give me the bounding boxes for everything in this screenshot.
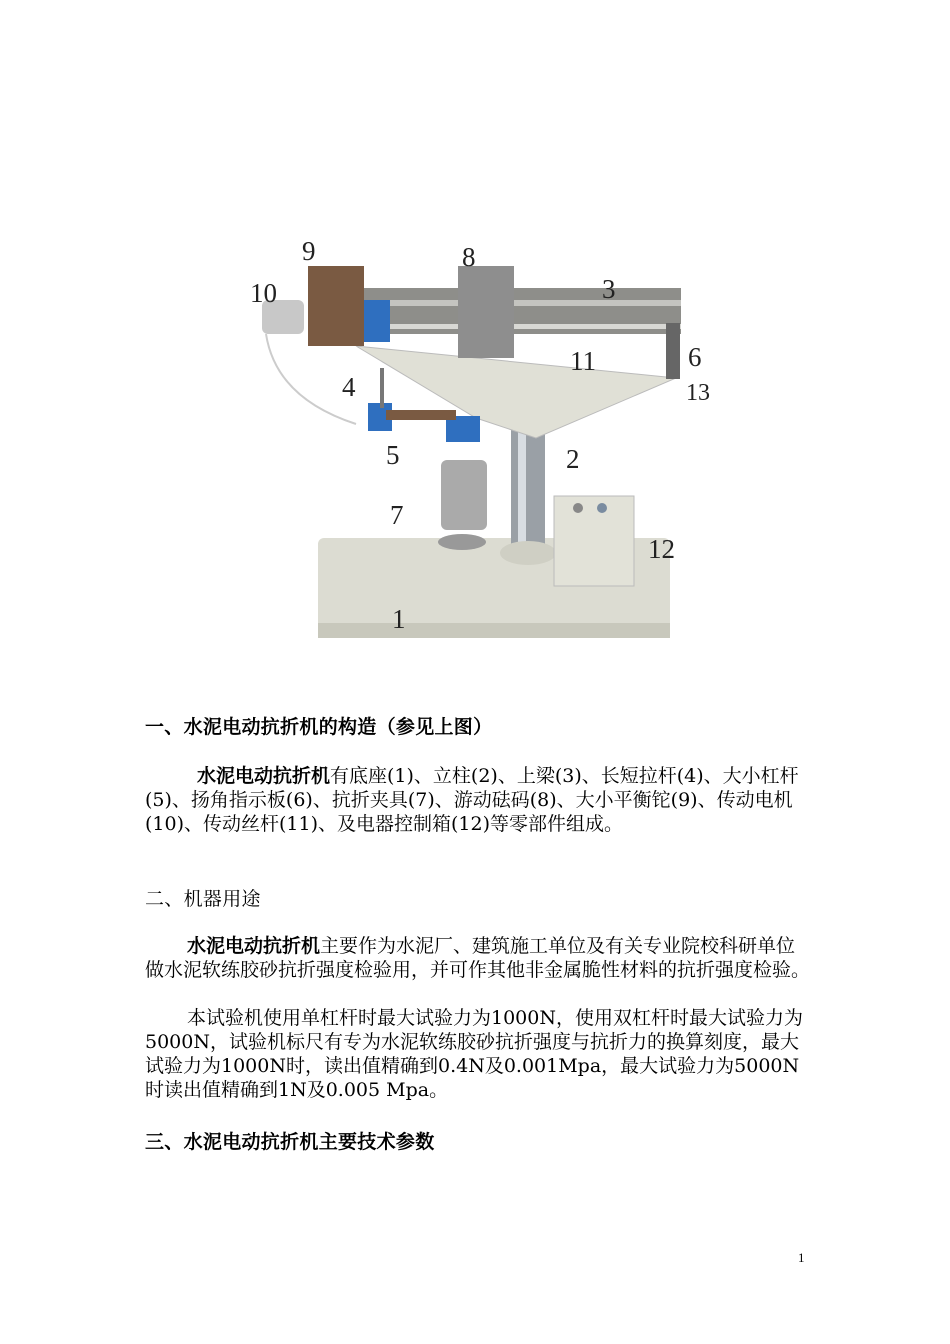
callout-9: 9 xyxy=(302,236,316,266)
callout-4: 4 xyxy=(342,372,356,402)
section-1-text: 有底座(1)、立柱(2)、上梁(3)、长短拉杆(4)、大小杠杆(5)、扬角指示板(6)、抗折夹具(7)、游动砝码(8)、大小平衡铊(9)、传动电机(10)、传动丝杆(11)、及电器控制箱(12)等零部件组成。 xyxy=(145,765,799,835)
callout-3: 3 xyxy=(602,274,616,304)
control-box xyxy=(554,496,634,586)
callout-7: 7 xyxy=(390,500,404,530)
callout-2: 2 xyxy=(566,444,580,474)
section-1-heading: 一、水泥电动抗折机的构造（参见上图） xyxy=(145,716,493,738)
section-2-term: 水泥电动抗折机 xyxy=(187,935,321,957)
support-arm xyxy=(356,346,676,438)
clamp xyxy=(441,460,487,530)
blue-coupling xyxy=(364,300,390,342)
section-2-heading: 二、机器用途 xyxy=(145,888,261,910)
callout-12: 12 xyxy=(648,534,675,564)
callout-13: 13 xyxy=(686,380,710,406)
callout-1: 1 xyxy=(392,604,406,634)
callout-11: 11 xyxy=(570,346,596,376)
machine-illustration xyxy=(236,228,722,680)
section-2-paragraph-1 xyxy=(145,934,813,982)
lever xyxy=(386,410,456,420)
machine-figure xyxy=(236,228,722,680)
section-2-text-1: 主要作为水泥厂、建筑施工单位及有关专业院校科研单位做水泥软练胶砂抗折强度检验用，并可作其他非金属脆性材料的抗折强度检验。 xyxy=(145,935,811,981)
page-number: 1 xyxy=(798,1250,805,1265)
section-1-paragraph xyxy=(145,764,813,836)
angle-indicator xyxy=(666,323,680,379)
callout-5: 5 xyxy=(386,440,400,470)
callout-10: 10 xyxy=(250,278,277,308)
section-2-paragraph-2: 本试验机使用单杠杆时最大试验力为1000N，使用双杠杆时最大试验力为5000N，试验机标尺有专为水泥软练胶砂抗折强度与抗折力的换算刻度，最大试验力为1000N时，读出值精确到0.4N及0.001Mpa，最大试验力为5000N时读出值精确到1N及0.005 Mpa。 xyxy=(145,1007,803,1101)
section-1-term: 水泥电动抗折机 xyxy=(197,765,331,787)
balance-weight xyxy=(308,266,364,346)
section-3-heading: 三、水泥电动抗折机主要技术参数 xyxy=(145,1131,435,1153)
sliding-weight xyxy=(458,266,514,358)
callout-8: 8 xyxy=(462,242,476,272)
column xyxy=(511,423,545,548)
callout-6: 6 xyxy=(688,342,702,372)
